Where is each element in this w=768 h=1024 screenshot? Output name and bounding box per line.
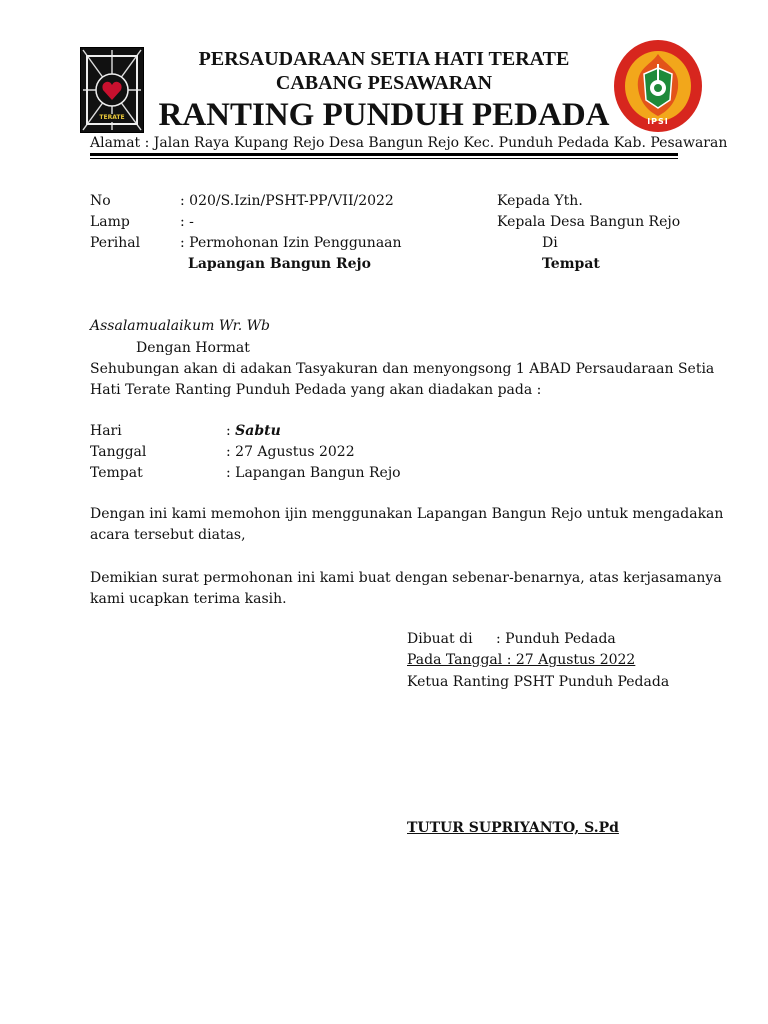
event-tempat-label: Tempat — [90, 465, 143, 481]
perihal-value: : Permohonan Izin Penggunaan — [180, 235, 402, 251]
event-tempat-value: : Lapangan Bangun Rejo — [226, 465, 401, 481]
dibuat-label: Dibuat di — [407, 631, 473, 647]
ipsi-emblem-icon — [612, 38, 704, 134]
signature-date: Pada Tanggal : 27 Agustus 2022 — [407, 652, 636, 668]
recipient-line3: Di — [542, 235, 558, 251]
letterhead-address: Alamat : Jalan Raya Kupang Rejo Desa Bangun Rejo Kec. Punduh Pedada Kab. Pesawaran — [90, 135, 728, 151]
no-value: : 020/S.Izin/PSHT-PP/VII/2022 — [180, 193, 394, 209]
request-line2: acara tersebut diatas, — [90, 527, 246, 543]
letterhead-divider-bottom — [90, 158, 678, 159]
signatory-name: TUTUR SUPRIYANTO, S.Pd — [407, 820, 619, 836]
intro-line2: Hati Terate Ranting Punduh Pedada yang akan diadakan pada : — [90, 382, 542, 398]
perihal-value-line2: Lapangan Bangun Rejo — [188, 256, 371, 272]
closing-line2: kami ucapkan terima kasih. — [90, 591, 287, 607]
lamp-label: Lamp — [90, 214, 130, 230]
org-name-line3: RANTING PUNDUH PEDADA — [158, 97, 610, 133]
event-hari-sep: : — [226, 423, 236, 439]
salutation: Dengan Hormat — [136, 340, 250, 356]
dibuat-value: : Punduh Pedada — [496, 631, 616, 647]
recipient-line4: Tempat — [542, 256, 600, 272]
event-tanggal-value: : 27 Agustus 2022 — [226, 444, 355, 460]
recipient-line1: Kepada Yth. — [497, 193, 583, 209]
org-name-line2: CABANG PESAWARAN — [275, 72, 493, 94]
request-line1: Dengan ini kami memohon ijin menggunakan Lapangan Bangun Rejo untuk mengadakan — [90, 506, 724, 522]
ipsi-bottom-text: IPSI — [647, 117, 669, 126]
event-tanggal-label: Tanggal — [90, 444, 147, 460]
greeting: Assalamualaikum Wr. Wb — [90, 318, 270, 334]
psht-emblem-icon — [80, 47, 144, 133]
letterhead-divider-top — [90, 153, 678, 156]
psht-emblem-caption: TERATE — [99, 114, 125, 121]
recipient-line2: Kepala Desa Bangun Rejo — [497, 214, 681, 230]
signature-position: Ketua Ranting PSHT Punduh Pedada — [407, 674, 670, 690]
closing-line1: Demikian surat permohonan ini kami buat dengan sebenar-benarnya, atas kerjasamanya — [90, 570, 722, 586]
intro-line1: Sehubungan akan di adakan Tasyakuran dan menyongsong 1 ABAD Persaudaraan Setia — [90, 361, 715, 377]
event-hari-day: Sabtu — [235, 423, 281, 439]
lamp-value: : - — [180, 214, 194, 230]
no-label: No — [90, 193, 111, 209]
event-hari-label: Hari — [90, 423, 122, 439]
org-name-line1: PERSAUDARAAN SETIA HATI TERATE — [198, 48, 570, 70]
event-hari-value — [226, 422, 281, 440]
perihal-label: Perihal — [90, 235, 141, 251]
